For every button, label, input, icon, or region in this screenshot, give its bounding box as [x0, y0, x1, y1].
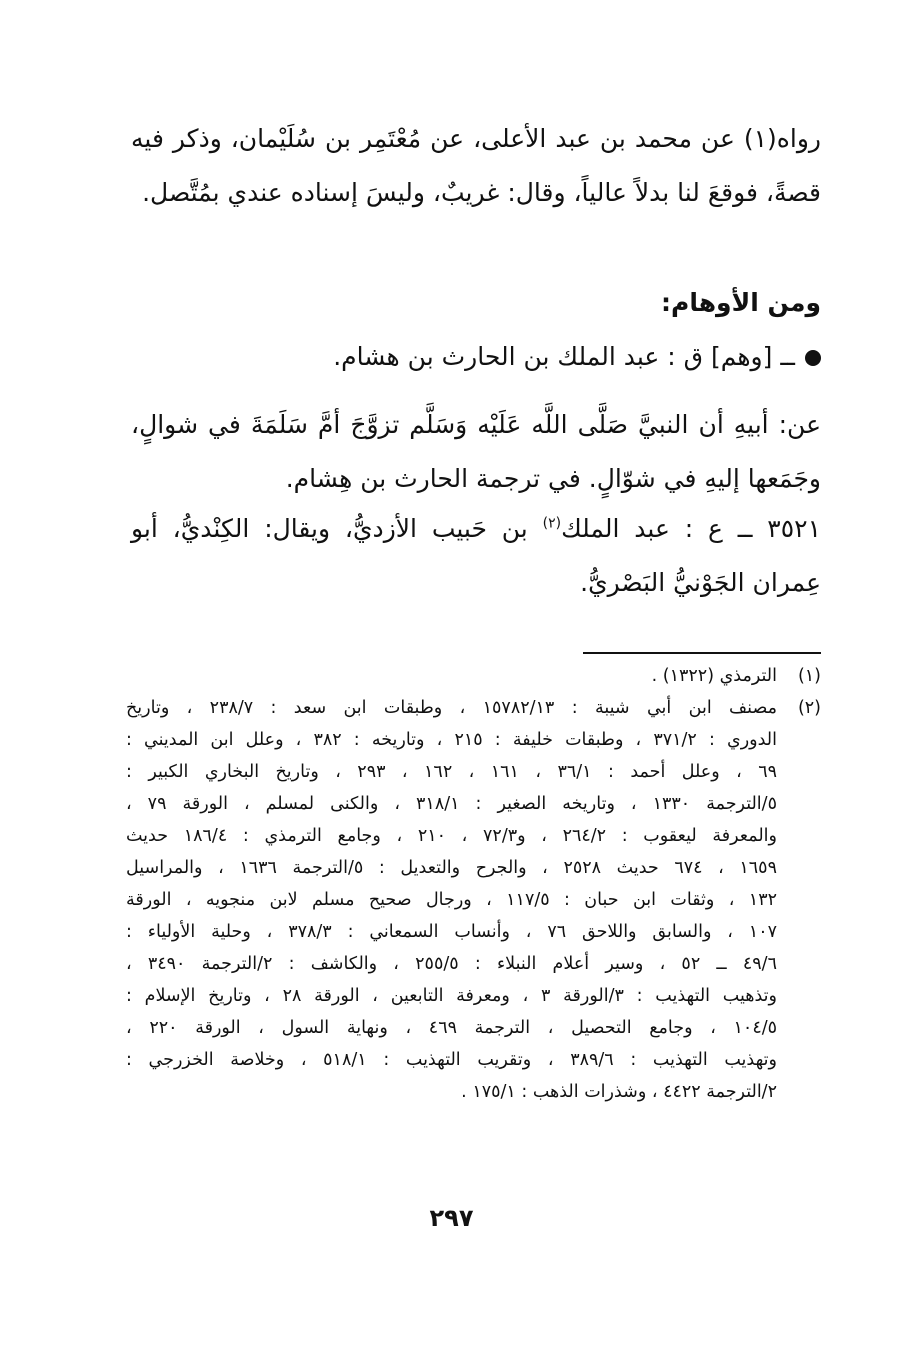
footnote-line: ٤٩/٦ ــ ٥٢ ، وسير أعلام النبلاء : ٢٥٥/٥ ، والكاشف : ٢/الترجمة ٣٤٩٠ ،: [126, 954, 777, 974]
wahm-heading-text: [وهم] ق : عبد الملك بن الحارث بن هشام.: [333, 342, 773, 371]
paragraph-text: رواه(١) عن محمد بن عبد الأعلى، عن مُعْتَمِر بن سُلَيْمان، وذكر فيه قصةً، فوقعَ لنا بدلاً عالياً، وقال: غريبٌ، وليسَ إسناده عندي بمُتَّصل.: [131, 124, 821, 207]
footnote-1: [126, 660, 821, 692]
footnote-text: [126, 660, 777, 692]
footnote-line: ٥/الترجمة ١٣٣٠ ، وتاريخه الصغير : ٣١٨/١ ، والكنى لمسلم ، الورقة ٧٩ ،: [126, 794, 777, 814]
footnotes-section: [126, 660, 821, 1108]
footnote-2: [126, 692, 821, 1108]
footnote-number: (١): [797, 666, 821, 686]
footnote-line: ١٠٧ ، والسابق واللاحق ٧٦ ، وأنساب السمعاني : ٣٧٨/٣ ، وحلية الأولياء :: [126, 922, 777, 942]
footnote-text: [126, 692, 777, 1108]
biography-entry: [131, 502, 821, 610]
footnote-line: والمعرفة ليعقوب : ٢٦٤/٢ ، و٧٢/٣ ، ٢١٠ ، وجامع الترمذي : ١٨٦/٤ حديث: [126, 826, 777, 846]
footnote-line: الدوري : ٣٧١/٢ ، وطبقات خليفة : ٢١٥ ، وتاريخه : ٣٨٢ ، وعلل ابن المديني :: [126, 730, 777, 750]
footnote-line: وتذهيب التهذيب : ٣/الورقة ٣ ، ومعرفة التابعين ، الورقة ٢٨ ، وتاريخ الإسلام :: [126, 986, 777, 1006]
footnote-line: ١٦٥٩ ، ٦٧٤ حديث ٢٥٢٨ ، والجرح والتعديل : ٥/الترجمة ١٦٣٦ ، والمراسيل: [126, 858, 777, 878]
footnote-line: ١٣٢ ، وثقات ابن حبان : ١١٧/٥ ، ورجال صحيح مسلم لابن منجويه ، الورقة: [126, 890, 777, 910]
main-paragraph-riwayah: [131, 112, 821, 220]
footnote-separator: [583, 652, 821, 654]
footnote-line: ١٠٤/٥ ، وجامع التحصيل ، الترجمة ٤٦٩ ، ونهاية السول ، الورقة ٢٢٠ ،: [126, 1018, 778, 1038]
entry-name: عبد الملك: [561, 514, 670, 543]
footnote-marker: (٢): [542, 515, 562, 532]
footnote-line: ٦٩ ، وعلل أحمد : ٣٦/١ ، ١٦١ ، ١٦٢ ، ٢٩٣ ، وتاريخ البخاري الكبير :: [126, 762, 777, 782]
wahm-entry-body: [131, 398, 821, 506]
section-heading-awham: [131, 276, 821, 330]
footnote-line: الترمذي (١٣٢٢) .: [651, 666, 777, 686]
wahm-entry-heading: [131, 330, 821, 384]
footnote-line: وتهذيب التهذيب : ٣٨٩/٦ ، وتقريب التهذيب : ٥١٨/١ ، وخلاصة الخزرجي :: [126, 1050, 778, 1070]
footnote-line: مصنف ابن أبي شيبة : ١٥٧٨٢/١٣ ، وطبقات ابن سعد : ٢٣٨/٧ ، وتاريخ: [126, 698, 778, 718]
footnote-number: (٢): [797, 698, 821, 718]
entry-rest: بن حَبيب الأزديُّ، ويقال: الكِنْديُّ، أبو عِمران الجَوْنيُّ البَصْريُّ.: [131, 514, 821, 597]
bullet-icon: [805, 350, 821, 366]
footnote-line: ٢/الترجمة ٤٤٢٢ ، وشذرات الذهب : ١٧٥/١ .: [461, 1082, 777, 1102]
heading-text: ومن الأوهام:: [661, 288, 821, 317]
wahm-dash: ــ: [780, 342, 795, 371]
wahm-body-text: عن: أبيهِ أن النبيَّ صَلَّى اللَّه عَلَيْه وَسَلَّم تزوَّجَ أمَّ سَلَمَةَ في شوالٍ، وجَمَعها إليهِ في شوّالٍ. في ترجمة الحارث بن هِشام.: [131, 410, 821, 493]
page-number: ٢٩٧: [429, 1204, 474, 1232]
entry-number: ٣٥٢١ ــ ع :: [684, 514, 821, 543]
